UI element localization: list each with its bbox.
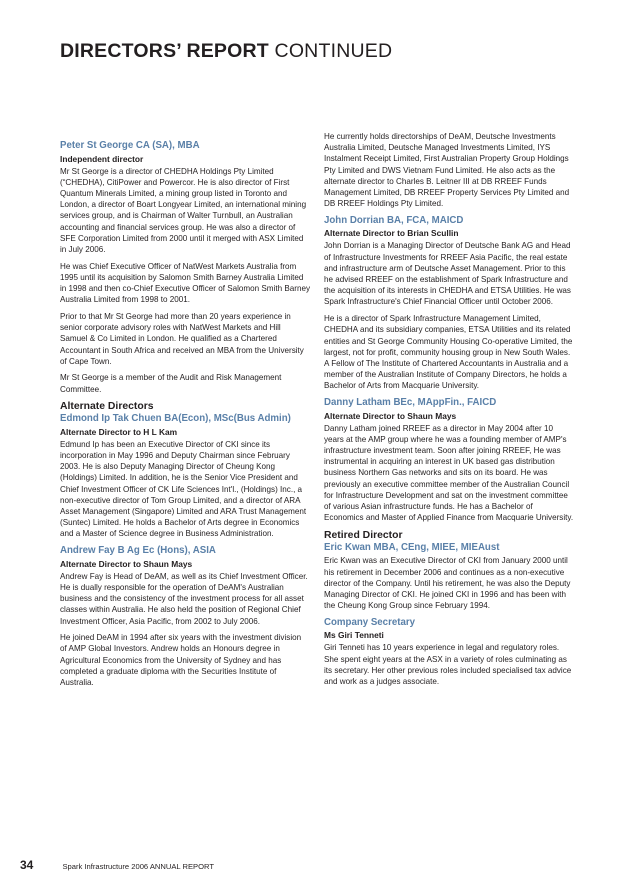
bio-paragraph: Mr St George is a member of the Audit and Risk Management Committee. (60, 373, 282, 394)
director-name: Danny Latham BEc, MAppFin., FAICD (324, 397, 497, 409)
bio-paragraph: Giri Tenneti has 10 years experience in legal and regulatory roles. She spent eight years at the ASX in a variety of roles culminating as its secretary. Her other previous roles included specialised tax advice and work as a judges associate. (324, 643, 572, 687)
section-heading-retired: Retired Director (324, 529, 403, 541)
bio-paragraph: Eric Kwan was an Executive Director of CKI from January 2000 until his retirement in December 2006 and continues as a non-executive director of the Company. Until his retirement, he was also the Deputy Managing Director of CKI. He joined CKI in 1996 and has been with the Cheung Kong Group since February 1994. (324, 556, 571, 611)
section-heading-alternate: Alternate Directors (60, 401, 154, 413)
page-title (60, 40, 392, 63)
section-heading-secretary: Company Secretary (324, 616, 415, 628)
page-footer (20, 856, 214, 874)
bio-paragraph: Andrew Fay is Head of DeAM, as well as its Chief Investment Officer. He is dually responsible for the operation of DeAM's Australian business and the consistency of the investment process for all asset classes within Australia. He also held the position of Regional Chief Investment Officer, Asia Pacific, from 2002 to July 2006. (60, 571, 308, 626)
director-name: Peter St George CA (SA), MBA (60, 140, 200, 151)
bio-paragraph: He currently holds directorships of DeAM, Deutsche Investments Australia Limited, Deutsche Managed Investments Limited, IYS Instalment Receipt Limited, First Australian Property Group Holdings Pty Limited and DWS Vietnam Fund Limited. He also acts as the alternate director to Charles B. Leitner III at DB RREEF Funds Management Limited, DB RREEF Property Services Pty Limited and DB RREEF Holdings Pty Limited. (324, 132, 570, 209)
director-name: Andrew Fay B Ag Ec (Hons), ASIA (60, 545, 216, 557)
director-name: Edmond Ip Tak Chuen BA(Econ), MSc(Bus Admin) (60, 413, 291, 425)
bio-paragraph: Mr St George is a director of CHEDHA Holdings Pty Limited (“CHEDHA), CitiPower and Powercor. He is also director of First Quantum Minerals Limited, a mining group listed in Toronto and London, a director of Boart Longyear Limited, an international mining services group, and is Chairman of Walter Turnbull, an Australian accounting and financial services group. He was also a director of SFE Corporation Limited from 2000 until it merged with ASX Limited in July 2006. (60, 166, 307, 254)
title-continued: CONTINUED (274, 40, 393, 62)
left-column (60, 140, 310, 694)
bio-paragraph: Edmund Ip has been an Executive Director of CKI since its incorporation in May 1996 and Deputy Chairman since February 2003. He is also Deputy Managing Director of Cheung Kong (Holdings) Limited. In addition, he is the Senior Vice President and Chief Investment Officer of CK Life Sciences Int'l., (Holdings) Inc., a non-executive director of Tom Group Limited, and a director of ARA Asset Management (Singapore) Limited and ARA Trust Management (Suntec) Limited. He holds a Bachelor of Arts degree in Economics and a Master of Science degree in Business Administration. (60, 439, 307, 539)
page-number: 34 (20, 858, 34, 872)
director-role: Alternate Director to Shaun Mays (60, 558, 193, 569)
director-name: John Dorrian BA, FCA, MAICD (324, 214, 464, 226)
bio-paragraph: He is a director of Spark Infrastructure Management Limited, CHEDHA and its subsidiary companies, ETSA Utilities and its related entities and St George Community Housing Co-operative Limited, the largest, not for profit, community housing group in New South Wales. A Fellow of The Institute of Chartered Accountants in Australia and a member of the Australian Institute of Company Directors, he holds a Bachelor of Arts from Macquarie University. (324, 314, 573, 391)
director-role: Alternate Director to Shaun Mays (324, 410, 457, 421)
bio-paragraph: Prior to that Mr St George had more than 20 years experience in senior corporate advisory roles with NatWest Markets and Hill Samuel & Co Limited in London. He qualified as a Chartered Accountant in South Africa and received an MBA from the University of Cape Town. (60, 311, 304, 366)
bio-paragraph: John Dorrian is a Managing Director of Deutsche Bank AG and Head of Infrastructure Investments for RREEF Asia Pacific, the real estate and infrastructure arm of Deutsche Asset Management. Prior to this he advised RREEF on the establishment of Spark Infrastructure and the acquisition of its interests in CHEDHA and ETSA Utilities. He was Spark Infrastructure's Chief Financial Officer until October 2006. (324, 241, 571, 307)
secretary-name: Ms Giri Tenneti (324, 630, 384, 641)
bio-paragraph: He joined DeAM in 1994 after six years with the investment division of AMP Global Investors. Andrew holds an Honours degree in Agricultural Economics from the University of Sydney and has completed a graduate diploma with the Securities Institute of Australia. (60, 633, 302, 688)
right-column (324, 131, 574, 693)
report-title: Spark Infrastructure 2006 ANNUAL REPORT (62, 862, 214, 871)
director-name: Eric Kwan MBA, CEng, MIEE, MIEAust (324, 541, 500, 553)
director-role: Independent director (60, 153, 144, 164)
director-role: Alternate Director to Brian Scullin (324, 228, 459, 239)
bio-paragraph: Danny Latham joined RREEF as a director in May 2004 after 10 years at the AMP group where he was a founding member of AMP's infrastructure investment team. Soon after joining RREEF, He was instrumental in acquiring an interest in UK based gas distribution business Northern Gas networks and sits on its board. He was previously an executive committee member of the Australian Council for Infrastructure Development and sat on the investment committee of various Asian infrastructure funds. He has a Bachelor of Economics and Master of Applied Finance from Macquarie University. (324, 423, 574, 523)
bio-paragraph: He was Chief Executive Officer of NatWest Markets Australia from 1995 until its acquisition by Salomon Smith Barney Australia Limited in 1998 and then co-Chief Executive Officer of Salomon Smith Barney Australia Limited from 1998 to 2001. (60, 261, 310, 305)
title-main: DIRECTORS’ REPORT (60, 40, 269, 62)
director-role: Alternate Director to H L Kam (60, 426, 178, 437)
